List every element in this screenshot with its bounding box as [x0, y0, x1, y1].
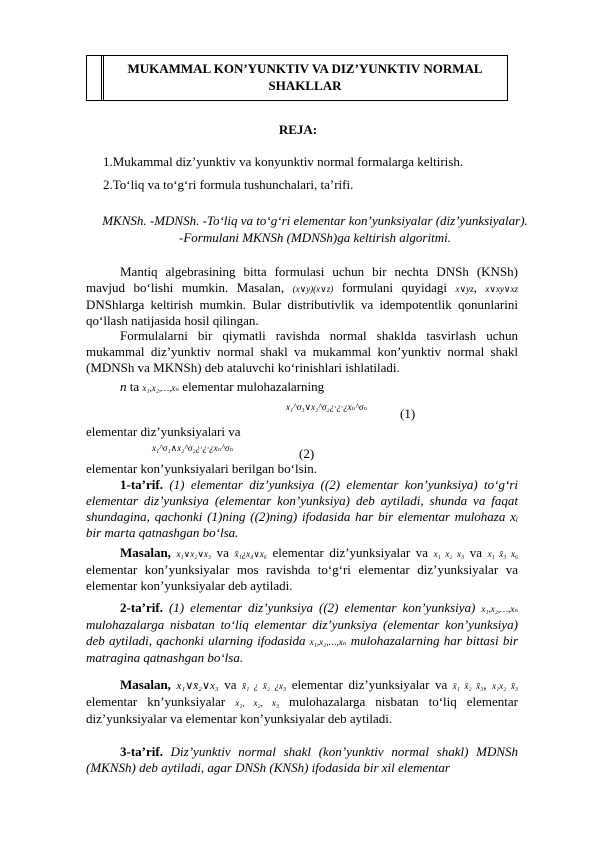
title-box-divider — [101, 56, 102, 100]
formula-1 — [286, 398, 367, 414]
formula-example-c: x∨xy∨xz — [485, 284, 519, 294]
example-2-vars: x₁, x₂, x₃ — [235, 698, 280, 708]
definition-3 — [86, 744, 518, 776]
definition-1-body: (1) elementar diz’yunksiya ((2) elementar kon’yunksiya) to‘g‘ri elementar diz’yunksiya (elementar kon’yunksiya) deb aytiladi, shunda va faqat shundagina, qachonki (1)ning ((2)ning) ifodasida har bir elementar mulohaza xᵢ bir marta qatnashgan bo‘lsa. — [86, 477, 518, 540]
paragraph-1: Mantiq algebrasining bitta formulasi uchun bir nechta DNSh (KNSh) mavjud bo‘lishi mumkin. Masalan, (x∨y)(x∨z) formulani quyidagi x∨yz, x∨xy∨xz DNShlarga keltirish mumkin. Bular distributivlik va idempotentlik qonunlarini qo‘llash natijasida hosil qilingan. — [86, 264, 519, 328]
paragraph-4: elementar diz’yunksiyalari va — [86, 424, 241, 439]
formula-2 — [152, 439, 233, 455]
formula-1-number: (1) — [400, 406, 416, 421]
definition-3-heading: 3-ta’rif. — [120, 744, 163, 759]
plan-item-1: 1.Mukammal diz’yunktiv va konyunktiv normal formalarga keltirish. — [103, 154, 464, 169]
paragraph-3 — [120, 379, 324, 395]
example-1-rest: elementar kon’yunksiyalar mos ravishda to‘g‘ri elementar diz’yunksiyalar va elementar kon’yunksiyalar deb aytiladi. — [86, 562, 518, 593]
definition-2 — [86, 600, 518, 666]
example-1-va-2: va — [469, 545, 482, 560]
definition-2-vars-2: x₁,x₂,…,xₙ — [309, 637, 347, 647]
example-1-formula-b: x̄₁¿x₄∨x₆ — [234, 549, 267, 559]
title-box-divider-2 — [103, 56, 104, 100]
paragraph-1-text-a: Mantiq algebrasining bitta formulasi uchun bir nechta DNSh (KNSh) mavjud bo‘lishi mumkin. Masalan, — [86, 264, 518, 295]
example-1-formula-c: x₁ x₂ x₃ — [433, 549, 465, 559]
formula-2-expr: x₁^σ₁∧x₂^σ₂¿·¿·¿xₙ^σₙ — [152, 443, 234, 453]
variables-list: x₁,x₂,…,xₙ — [142, 383, 180, 393]
definition-1-heading: 1-ta’rif. — [120, 477, 163, 492]
example-1-heading: Masalan, — [120, 545, 171, 560]
example-1 — [86, 545, 518, 594]
paragraph-1-text-c: DNShlarga keltirish mumkin. Bular distributivlik va idempotentlik qonunlarini qo‘llash natijasida hosil qilingan. — [86, 297, 518, 328]
title-box — [86, 55, 508, 101]
definition-2-vars: x₁,x₂,…,xₙ — [481, 604, 518, 614]
definition-2-heading: 2-ta’rif. — [120, 600, 163, 615]
example-2-rest-a: elementar kn’yunksiyalar — [86, 694, 226, 709]
subtitle-line-2: -Formulani MKNSh (MDNSh)ga keltirish algoritmi. — [179, 230, 451, 245]
plan-item-2: 2.To‘liq va to‘g‘ri formula tushunchalari, ta’rifi. — [103, 177, 354, 192]
example-1-formula-d: x₁ x̄₃ x₆ — [487, 549, 519, 559]
example-2: Masalan, x₁∨x̄₂∨x₃ va x̄₁ ¿ x̄₂ ¿x₃ elementar diz’yunksiyalar va x̄₁ x̄₂ x̄₃, x₁x₂ x̄₃ elementar kn’yunksiyalar x₁, x₂, x₃ mulohazalarga nisbatan to‘liq elementar diz’yunksiyalar va elementar kon’yunksiyalar deb aytiladi. — [86, 677, 519, 726]
paragraph-1-text-b: formulani quyidagi — [341, 280, 448, 295]
definition-2-text-c: mulohazalarning har bittasi bir matragina qatnashgan bo‘lsa. — [86, 633, 519, 665]
definition-2-text-a: (1) elementar diz’yunksiya ((2) elementar kon’yunksiya) — [168, 600, 476, 615]
definition-3-body: Diz’yunktiv normal shakl (kon’yunktiv normal shakl) MDNSh (MKNSh) deb aytiladi, agar DNSh (KNSh) ifodasida bir xil elementar — [86, 744, 519, 775]
example-2-formula-c: x̄₁ x̄₂ x̄₃ — [452, 681, 484, 691]
example-2-va: va — [224, 677, 237, 692]
plan-heading: REJA: — [278, 122, 318, 137]
example-2-formula-b: x̄₁ ¿ x̄₂ ¿x₃ — [242, 681, 287, 691]
paragraph-2: Formulalarni bir qiymatli ravishda normal shaklda tasvirlash uchun mukammal diz’yunktiv normal shakl va mukammal kon’yunktiv normal shakl (MDNSh va MKNSh) deb ataluvchi ko‘rinishlari ishlatiladi. — [86, 328, 518, 375]
formula-example-b: x∨yz — [455, 284, 474, 294]
example-1-formula-a: x₁∨x₂∨x₃ — [176, 549, 212, 559]
example-1-mid: elementar diz’yunksiyalar va — [272, 545, 429, 560]
var-n: n — [120, 379, 127, 394]
example-2-heading: Masalan, — [120, 677, 171, 692]
example-2-formula-a: x₁∨x̄₂∨x₃ — [176, 680, 219, 692]
example-2-rest-b: mulohazalarga nisbatan to‘liq elementar diz’yunksiyalar va elementar kon’yunksiyalar deb aytiladi. — [86, 694, 518, 726]
example-2-formula-d: x₁x₂ x̄₃ — [492, 681, 519, 691]
paragraph-3-rest: elementar mulohazalarning — [182, 379, 325, 394]
document-title: MUKAMMAL KON’YUNKTIV VA DIZ’YUNKTIV NORMAL SHAKLLAR — [127, 61, 483, 93]
example-1-va: va — [216, 545, 229, 560]
example-2-mid: elementar diz’yunksiyalar va — [291, 677, 448, 692]
paragraph-5: elementar kon’yunksiyalari berilgan bo‘lsin. — [86, 461, 318, 476]
formula-1-expr: x₁^σ₁∨x₂^σ₂¿·¿·¿xₙ^σₙ — [286, 402, 368, 412]
formula-2-number: (2) — [299, 446, 315, 461]
subtitle-line-1: MKNSh. -MDNSh. -To‘liq va to‘g‘ri elementar kon’yunksiyalar (diz’yunksiyalar). — [102, 213, 528, 228]
ta-word: ta — [129, 379, 140, 394]
formula-example-a: (x∨y)(x∨z) — [292, 284, 334, 294]
definition-2-text-b: mulohazalarga nisbatan to‘liq elementar diz’yunksiya (elementar kon’yunksiya) deb aytiladi, qachonki ularning ifodasida — [86, 617, 518, 648]
definition-1 — [86, 477, 518, 541]
